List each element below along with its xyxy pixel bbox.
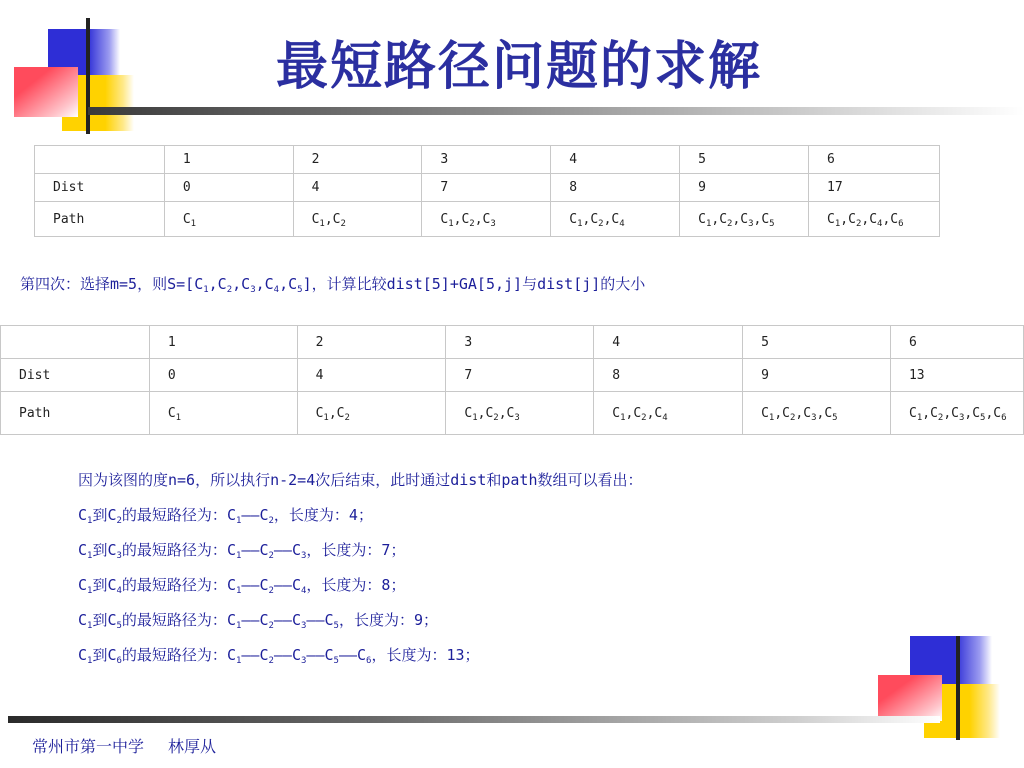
vertex-header: 5 <box>743 326 891 359</box>
path-row <box>35 202 940 237</box>
subscript-index: 2 <box>340 218 346 229</box>
subscript-index: 5 <box>116 621 122 631</box>
footer <box>32 734 216 757</box>
dist-row <box>1 359 1024 392</box>
subscript-index: 1 <box>319 218 325 229</box>
dist-cell: 8 <box>594 359 743 392</box>
conclusion-line: $C_1$到$C_6$的最短路径为：$C_1——C_2——C_3——C_5——C_6$，长度为：13； <box>78 646 480 666</box>
table-header-row <box>1 326 1024 359</box>
path-cell: $C_1,C_2$ <box>293 202 422 237</box>
subscript-index: 1 <box>235 656 242 666</box>
subscript-index: 4 <box>662 412 668 423</box>
subscript-index: 1 <box>235 551 242 561</box>
subscript-index: 2 <box>344 412 350 423</box>
dist-cell: 13 <box>890 359 1023 392</box>
step-prefix: 第四次：选择m=5，则S=[ <box>20 275 195 293</box>
path-cell: $C_1,C_2$ <box>297 392 446 435</box>
path-label: Path <box>35 202 165 237</box>
subscript-index: 4 <box>619 218 625 229</box>
subscript-index: 3 <box>301 551 307 561</box>
dist-cell: 7 <box>446 359 594 392</box>
subscript-index: 1 <box>768 412 775 423</box>
path-label: Path <box>1 392 150 435</box>
deco-red-square-bottom <box>878 675 942 721</box>
vertex-header: 3 <box>422 146 551 174</box>
subscript-index: 4 <box>116 586 122 596</box>
subscript-index: 5 <box>333 621 339 631</box>
footer-divider <box>8 716 940 723</box>
subscript-index: 6 <box>366 656 372 666</box>
subscript-index: 1 <box>87 516 93 526</box>
subscript-index: 1 <box>87 551 93 561</box>
vertex-header: 6 <box>890 326 1023 359</box>
deco-red-square-top <box>14 67 78 117</box>
subscript-index: 1 <box>448 218 454 229</box>
subscript-index: 1 <box>472 412 478 423</box>
path-cell: $C_1,C_2,C_3,C_5,C_6$ <box>890 392 1023 435</box>
subscript-index: 2 <box>598 218 604 229</box>
subscript-index: 3 <box>748 218 754 229</box>
footer-school: 常州市第一中学 <box>32 737 145 756</box>
subscript-index: 2 <box>268 586 274 596</box>
deco-vertical-line-bottom <box>956 636 960 740</box>
conclusion-line: $C_1$到$C_2$的最短路径为：$C_1——C_2$，长度为：4； <box>78 506 373 526</box>
subscript-index: 1 <box>235 621 242 631</box>
dist-cell: 0 <box>149 359 297 392</box>
vertex-header: 2 <box>293 146 422 174</box>
subscript-index: 1 <box>705 218 712 229</box>
subscript-index: 5 <box>297 285 303 295</box>
step-description <box>20 273 645 294</box>
subscript-index: 2 <box>268 656 274 666</box>
page-title: 最短路径问题的求解 <box>276 37 763 97</box>
subscript-index: 5 <box>333 656 339 666</box>
subscript-index: 5 <box>832 412 838 423</box>
table-corner-cell <box>1 326 150 359</box>
conclusion-line: $C_1$到$C_5$的最短路径为：$C_1——C_2——C_3——C_5$，长度为：9； <box>78 611 438 631</box>
subscript-index: 2 <box>268 516 274 526</box>
dist-cell: 0 <box>164 174 293 202</box>
subscript-index: 5 <box>980 412 986 423</box>
dist-table-after <box>0 325 1024 435</box>
vertex-header: 3 <box>446 326 594 359</box>
path-cell: $C_1,C_2,C_4,C_6$ <box>809 202 940 237</box>
subscript-index: 1 <box>916 412 923 423</box>
dist-table-before <box>34 145 940 237</box>
subscript-index: 1 <box>87 656 93 666</box>
table-corner-cell <box>35 146 165 174</box>
subscript-index: 1 <box>175 412 182 423</box>
subscript-index: 2 <box>469 218 475 229</box>
subscript-index: 1 <box>834 218 841 229</box>
subscript-index: 3 <box>116 551 122 561</box>
vertex-header: 5 <box>680 146 809 174</box>
subscript-index: 3 <box>250 285 256 295</box>
subscript-index: 2 <box>268 551 274 561</box>
dist-cell: 4 <box>297 359 446 392</box>
vertex-header: 1 <box>164 146 293 174</box>
table-header-row <box>35 146 940 174</box>
footer-author: 林厚从 <box>168 737 217 756</box>
dist-cell: 7 <box>422 174 551 202</box>
vertex-header: 4 <box>551 146 680 174</box>
subscript-index: 1 <box>235 586 242 596</box>
subscript-index: 1 <box>577 218 583 229</box>
subscript-index: 2 <box>790 412 796 423</box>
dist-label: Dist <box>35 174 165 202</box>
subscript-index: 2 <box>641 412 647 423</box>
subscript-index: 1 <box>620 412 626 423</box>
subscript-index: 4 <box>301 586 307 596</box>
vertex-header: 2 <box>297 326 446 359</box>
subscript-index: 4 <box>273 285 280 295</box>
vertex-header: 1 <box>149 326 297 359</box>
conclusion-line: $C_1$到$C_4$的最短路径为：$C_1——C_2——C_4$，长度为：8； <box>78 576 406 596</box>
subscript-index: 3 <box>301 621 307 631</box>
subscript-index: 2 <box>855 218 862 229</box>
deco-vertical-line-top <box>86 18 90 134</box>
path-cell: $C_1,C_2,C_3$ <box>446 392 594 435</box>
subscript-index: 1 <box>87 621 93 631</box>
subscript-index: 2 <box>937 412 944 423</box>
conclusion-line: $C_1$到$C_3$的最短路径为：$C_1——C_2——C_3$，长度为：7； <box>78 541 406 561</box>
subscript-index: 1 <box>323 412 329 423</box>
dist-cell: 4 <box>293 174 422 202</box>
subscript-index: 1 <box>87 586 93 596</box>
subscript-index: 2 <box>268 621 274 631</box>
path-row <box>1 392 1024 435</box>
dist-row <box>35 174 940 202</box>
vertex-header: 4 <box>594 326 743 359</box>
subscript-index: 1 <box>235 516 242 526</box>
path-cell: $C_1$ <box>149 392 297 435</box>
path-cell: $C_1,C_2,C_3$ <box>422 202 551 237</box>
subscript-index: 3 <box>490 218 496 229</box>
subscript-index: 6 <box>116 656 122 666</box>
subscript-index: 3 <box>958 412 965 423</box>
subscript-index: 6 <box>1001 412 1007 423</box>
subscript-index: 2 <box>727 218 733 229</box>
subscript-index: 2 <box>493 412 499 423</box>
step-set: $C_1,C_2,C_3,C_4,C_5$ <box>194 275 303 295</box>
subscript-index: 2 <box>116 516 122 526</box>
dist-cell: 9 <box>680 174 809 202</box>
dist-label: Dist <box>1 359 150 392</box>
subscript-index: 1 <box>203 285 209 295</box>
subscript-index: 6 <box>898 218 904 229</box>
conclusion-intro: 因为该图的度n=6，所以执行n-2=4次后结束，此时通过dist和path数组可以看出： <box>78 471 643 489</box>
title-divider <box>88 107 1024 115</box>
subscript-index: 3 <box>514 412 520 423</box>
path-cell: $C_1,C_2,C_4$ <box>594 392 743 435</box>
subscript-index: 2 <box>226 285 233 295</box>
path-cell: $C_1,C_2,C_3,C_5$ <box>680 202 809 237</box>
subscript-index: 3 <box>811 412 817 423</box>
path-cell: $C_1,C_2,C_4$ <box>551 202 680 237</box>
dist-cell: 8 <box>551 174 680 202</box>
path-cell: $C_1$ <box>164 202 293 237</box>
vertex-header: 6 <box>809 146 940 174</box>
dist-cell: 9 <box>743 359 891 392</box>
step-suffix: ]，计算比较dist[5]+GA[5,j]与dist[j]的大小 <box>302 275 646 293</box>
dist-cell: 17 <box>809 174 940 202</box>
subscript-index: 4 <box>877 218 883 229</box>
path-cell: $C_1,C_2,C_3,C_5$ <box>743 392 891 435</box>
subscript-index: 5 <box>769 218 775 229</box>
subscript-index: 3 <box>301 656 307 666</box>
subscript-index: 1 <box>190 218 197 229</box>
